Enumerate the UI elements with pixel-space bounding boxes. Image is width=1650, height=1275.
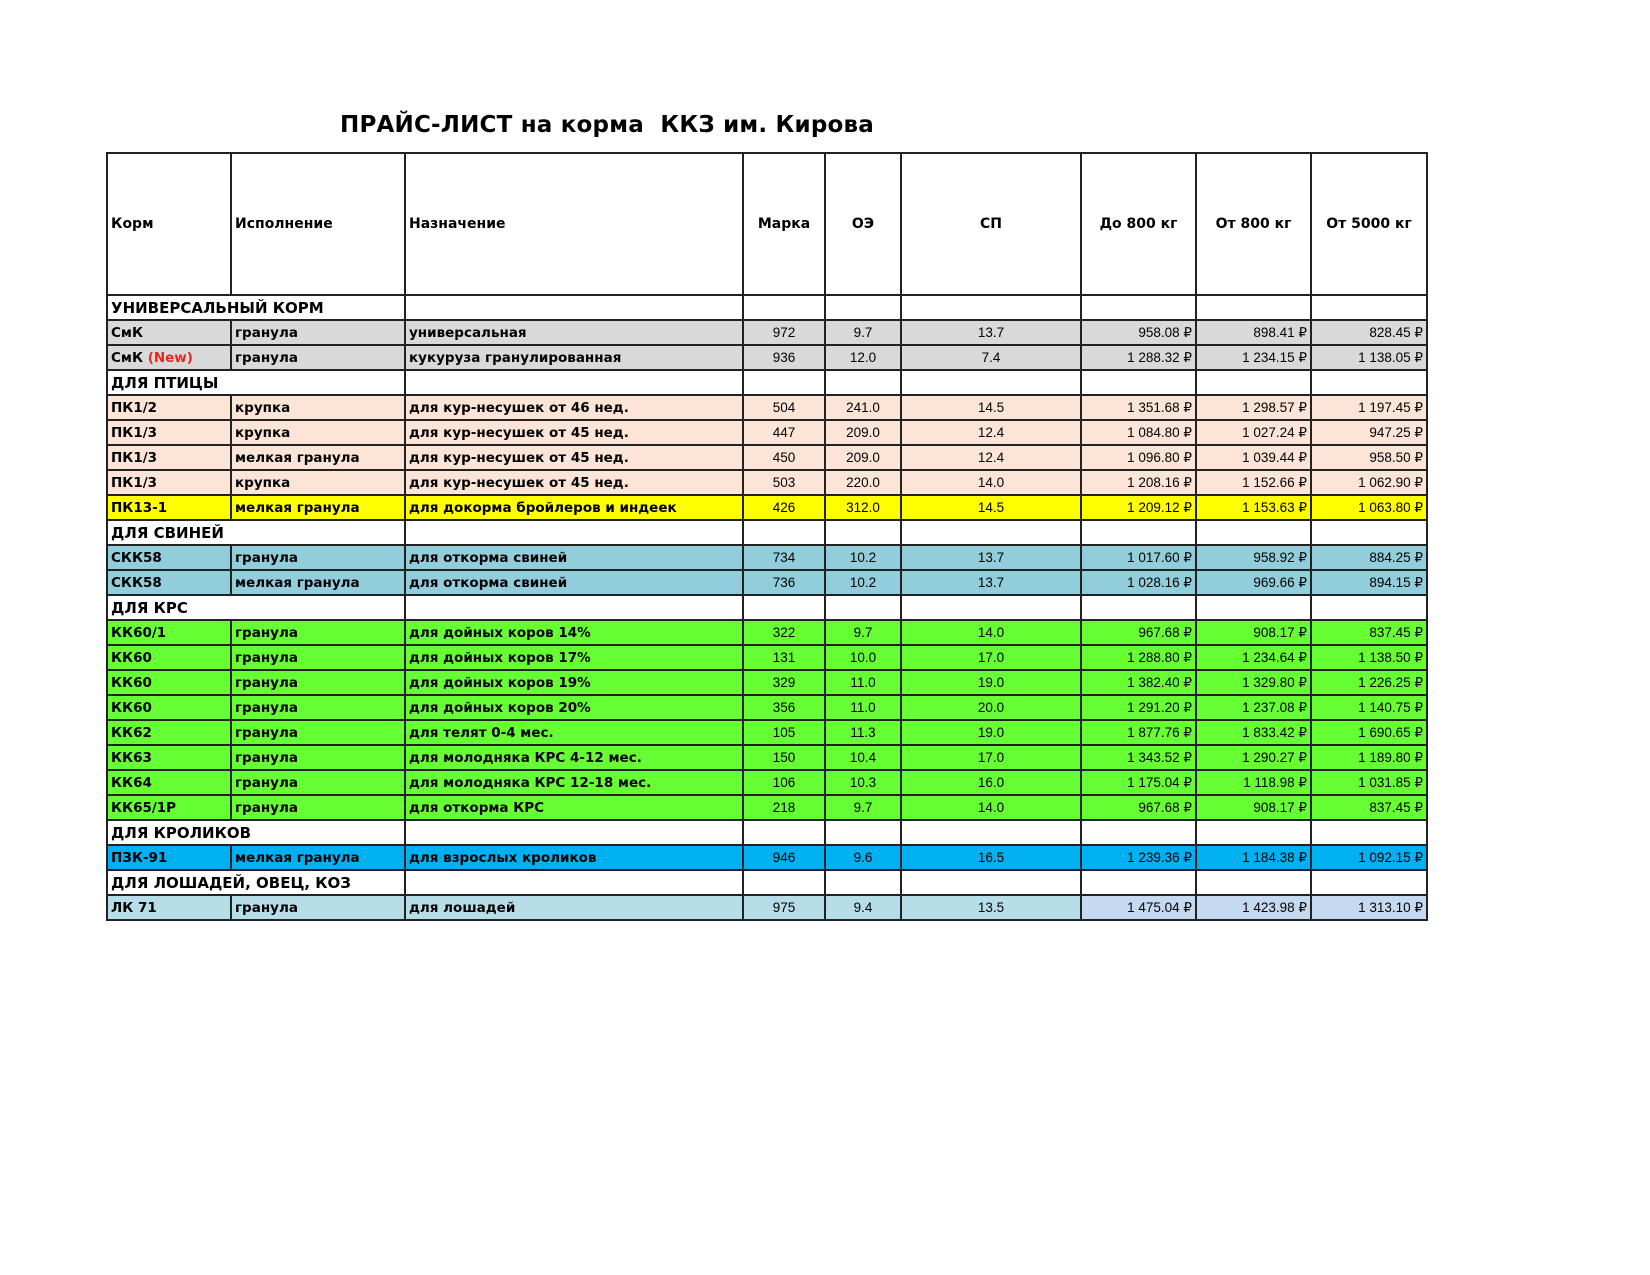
empty-cell [743,295,825,320]
execution-cell: мелкая гранула [231,445,405,470]
price-from-800-cell: 1 237.08 ₽ [1196,695,1311,720]
header-price-from-800: От 800 кг [1196,153,1311,295]
empty-cell [1081,520,1196,545]
price-under-800-cell: 1 208.16 ₽ [1081,470,1196,495]
sp-cell: 19.0 [901,720,1081,745]
sp-cell: 14.0 [901,795,1081,820]
feed-name-cell [107,545,231,570]
table-row [107,795,1427,820]
execution-cell: гранула [231,345,405,370]
price-from-5000-cell: 1 690.65 ₽ [1311,720,1427,745]
price-from-800-cell: 1 423.98 ₽ [1196,895,1311,920]
header-price-under-800: До 800 кг [1081,153,1196,295]
feed-name: КК60 [111,649,152,666]
sp-cell: 13.7 [901,320,1081,345]
empty-cell [1196,295,1311,320]
section-label: ДЛЯ ЛОШАДЕЙ, ОВЕЦ, КОЗ [107,870,405,895]
price-table [106,152,1428,921]
price-from-800-cell: 969.66 ₽ [1196,570,1311,595]
feed-name-cell [107,845,231,870]
empty-cell [825,820,901,845]
purpose-cell: универсальная [405,320,743,345]
empty-cell [1311,295,1427,320]
sp-cell: 7.4 [901,345,1081,370]
mark-cell: 972 [743,320,825,345]
price-from-800-cell: 1 234.64 ₽ [1196,645,1311,670]
header-oe: ОЭ [825,153,901,295]
oe-cell: 209.0 [825,445,901,470]
price-from-800-cell: 908.17 ₽ [1196,795,1311,820]
price-from-800-cell: 1 298.57 ₽ [1196,395,1311,420]
sp-cell: 14.0 [901,620,1081,645]
table-row [107,845,1427,870]
purpose-cell: для дойных коров 20% [405,695,743,720]
feed-name: ПК1/3 [111,449,158,466]
purpose-cell: кукуруза гранулированная [405,345,743,370]
section-row [107,870,1427,895]
empty-cell [825,370,901,395]
execution-cell: гранула [231,895,405,920]
mark-cell: 329 [743,670,825,695]
feed-name: КК62 [111,724,152,741]
empty-cell [405,370,743,395]
price-under-800-cell: 967.68 ₽ [1081,795,1196,820]
execution-cell: гранула [231,320,405,345]
price-under-800-cell: 1 475.04 ₽ [1081,895,1196,920]
mark-cell: 356 [743,695,825,720]
feed-name-cell [107,345,231,370]
header-sp: СП [901,153,1081,295]
sp-cell: 14.5 [901,395,1081,420]
mark-cell: 218 [743,795,825,820]
purpose-cell: для взрослых кроликов [405,845,743,870]
table-row [107,620,1427,645]
mark-cell: 736 [743,570,825,595]
execution-cell: гранула [231,745,405,770]
header-feed: Корм [107,153,231,295]
empty-cell [743,520,825,545]
section-label: УНИВЕРСАЛЬНЫЙ КОРМ [107,295,405,320]
empty-cell [405,870,743,895]
price-under-800-cell: 958.08 ₽ [1081,320,1196,345]
price-under-800-cell: 1 288.32 ₽ [1081,345,1196,370]
sp-cell: 20.0 [901,695,1081,720]
feed-name-cell [107,645,231,670]
price-under-800-cell: 1 877.76 ₽ [1081,720,1196,745]
table-row [107,570,1427,595]
mark-cell: 105 [743,720,825,745]
section-row [107,370,1427,395]
empty-cell [1081,870,1196,895]
oe-cell: 10.0 [825,645,901,670]
empty-cell [1311,370,1427,395]
price-from-800-cell: 1 184.38 ₽ [1196,845,1311,870]
price-from-800-cell: 1 234.15 ₽ [1196,345,1311,370]
empty-cell [1311,520,1427,545]
price-from-800-cell: 958.92 ₽ [1196,545,1311,570]
price-from-5000-cell: 1 138.50 ₽ [1311,645,1427,670]
empty-cell [1311,870,1427,895]
execution-cell: крупка [231,470,405,495]
empty-cell [1196,595,1311,620]
mark-cell: 936 [743,345,825,370]
empty-cell [825,595,901,620]
price-under-800-cell: 1 382.40 ₽ [1081,670,1196,695]
purpose-cell: для докорма бройлеров и индеек [405,495,743,520]
feed-name: ПК1/3 [111,474,158,491]
execution-cell: крупка [231,420,405,445]
table-row [107,395,1427,420]
feed-name-cell [107,570,231,595]
price-from-5000-cell: 1 140.75 ₽ [1311,695,1427,720]
feed-name-cell [107,420,231,445]
mark-cell: 946 [743,845,825,870]
price-under-800-cell: 1 096.80 ₽ [1081,445,1196,470]
feed-name-cell [107,470,231,495]
feed-name: СмК [111,324,143,341]
price-from-5000-cell: 1 092.15 ₽ [1311,845,1427,870]
price-from-800-cell: 908.17 ₽ [1196,620,1311,645]
oe-cell: 9.7 [825,795,901,820]
purpose-cell: для лошадей [405,895,743,920]
price-from-800-cell: 1 152.66 ₽ [1196,470,1311,495]
price-from-5000-cell: 837.45 ₽ [1311,795,1427,820]
price-under-800-cell: 1 084.80 ₽ [1081,420,1196,445]
price-under-800-cell: 1 288.80 ₽ [1081,645,1196,670]
header-row [107,153,1427,295]
sp-cell: 13.7 [901,545,1081,570]
price-under-800-cell: 1 351.68 ₽ [1081,395,1196,420]
mark-cell: 426 [743,495,825,520]
price-from-5000-cell: 1 197.45 ₽ [1311,395,1427,420]
mark-cell: 975 [743,895,825,920]
oe-cell: 10.2 [825,570,901,595]
purpose-cell: для откорма КРС [405,795,743,820]
oe-cell: 241.0 [825,395,901,420]
section-label: ДЛЯ ПТИЦЫ [107,370,405,395]
empty-cell [405,295,743,320]
price-from-5000-cell: 1 031.85 ₽ [1311,770,1427,795]
feed-name: КК60 [111,674,152,691]
price-from-5000-cell: 894.15 ₽ [1311,570,1427,595]
feed-name: СКК58 [111,574,162,591]
table-body [107,295,1427,920]
empty-cell [901,870,1081,895]
price-under-800-cell: 1 291.20 ₽ [1081,695,1196,720]
price-from-5000-cell: 828.45 ₽ [1311,320,1427,345]
table-row [107,645,1427,670]
table-row [107,695,1427,720]
price-from-800-cell: 1 153.63 ₽ [1196,495,1311,520]
header-execution: Исполнение [231,153,405,295]
price-from-800-cell: 1 329.80 ₽ [1196,670,1311,695]
execution-cell: гранула [231,545,405,570]
price-from-5000-cell: 884.25 ₽ [1311,545,1427,570]
section-row [107,520,1427,545]
purpose-cell: для кур-несушек от 46 нед. [405,395,743,420]
execution-cell: гранула [231,795,405,820]
price-from-5000-cell: 837.45 ₽ [1311,620,1427,645]
price-from-800-cell: 898.41 ₽ [1196,320,1311,345]
mark-cell: 503 [743,470,825,495]
purpose-cell: для кур-несушек от 45 нед. [405,470,743,495]
sp-cell: 12.4 [901,445,1081,470]
sp-cell: 13.5 [901,895,1081,920]
execution-cell: гранула [231,645,405,670]
oe-cell: 220.0 [825,470,901,495]
sp-cell: 16.5 [901,845,1081,870]
mark-cell: 450 [743,445,825,470]
price-from-5000-cell: 1 313.10 ₽ [1311,895,1427,920]
empty-cell [743,370,825,395]
purpose-cell: для молодняка КРС 12-18 мес. [405,770,743,795]
feed-name: КК65/1Р [111,799,177,816]
oe-cell: 209.0 [825,420,901,445]
oe-cell: 9.7 [825,320,901,345]
execution-cell: крупка [231,395,405,420]
execution-cell: гранула [231,770,405,795]
feed-name: КК60/1 [111,624,167,641]
oe-cell: 11.0 [825,695,901,720]
feed-name-cell [107,495,231,520]
table-row [107,670,1427,695]
oe-cell: 10.3 [825,770,901,795]
oe-cell: 10.4 [825,745,901,770]
feed-name-cell [107,620,231,645]
feed-name: СмК [111,349,143,366]
feed-name: КК60 [111,699,152,716]
price-from-5000-cell: 958.50 ₽ [1311,445,1427,470]
feed-name-cell [107,695,231,720]
section-label: ДЛЯ СВИНЕЙ [107,520,405,545]
oe-cell: 11.0 [825,670,901,695]
table-row [107,470,1427,495]
feed-name: ПК1/2 [111,399,158,416]
feed-name-cell [107,745,231,770]
table-row [107,445,1427,470]
execution-cell: гранула [231,670,405,695]
table-row [107,320,1427,345]
execution-cell: гранула [231,720,405,745]
sp-cell: 13.7 [901,570,1081,595]
empty-cell [743,820,825,845]
page-title: ПРАЙС-ЛИСТ на корма ККЗ им. Кирова [340,112,875,138]
feed-name: СКК58 [111,549,162,566]
table-row [107,345,1427,370]
header-purpose: Назначение [405,153,743,295]
mark-cell: 150 [743,745,825,770]
empty-cell [901,595,1081,620]
purpose-cell: для дойных коров 17% [405,645,743,670]
empty-cell [1081,595,1196,620]
section-row [107,820,1427,845]
price-under-800-cell: 967.68 ₽ [1081,620,1196,645]
purpose-cell: для молодняка КРС 4-12 мес. [405,745,743,770]
oe-cell: 9.4 [825,895,901,920]
oe-cell: 312.0 [825,495,901,520]
purpose-cell: для кур-несушек от 45 нед. [405,445,743,470]
empty-cell [1196,820,1311,845]
empty-cell [1081,820,1196,845]
section-label: ДЛЯ КРС [107,595,405,620]
sp-cell: 14.0 [901,470,1081,495]
price-under-800-cell: 1 209.12 ₽ [1081,495,1196,520]
feed-name-cell [107,770,231,795]
feed-name-cell [107,395,231,420]
table-row [107,495,1427,520]
price-under-800-cell: 1 028.16 ₽ [1081,570,1196,595]
mark-cell: 734 [743,545,825,570]
oe-cell: 10.2 [825,545,901,570]
mark-cell: 447 [743,420,825,445]
empty-cell [901,820,1081,845]
empty-cell [405,820,743,845]
oe-cell: 12.0 [825,345,901,370]
price-from-800-cell: 1 118.98 ₽ [1196,770,1311,795]
new-badge: (New) [147,349,193,366]
section-label: ДЛЯ КРОЛИКОВ [107,820,405,845]
table-row [107,895,1427,920]
price-under-800-cell: 1 017.60 ₽ [1081,545,1196,570]
feed-name-cell [107,670,231,695]
empty-cell [1196,870,1311,895]
price-from-5000-cell: 947.25 ₽ [1311,420,1427,445]
oe-cell: 9.6 [825,845,901,870]
table-row [107,720,1427,745]
feed-name-cell [107,895,231,920]
feed-name-cell [107,320,231,345]
price-from-800-cell: 1 290.27 ₽ [1196,745,1311,770]
empty-cell [1196,520,1311,545]
empty-cell [743,870,825,895]
section-row [107,295,1427,320]
sp-cell: 17.0 [901,745,1081,770]
price-under-800-cell: 1 239.36 ₽ [1081,845,1196,870]
oe-cell: 11.3 [825,720,901,745]
price-under-800-cell: 1 343.52 ₽ [1081,745,1196,770]
purpose-cell: для кур-несушек от 45 нед. [405,420,743,445]
execution-cell: мелкая гранула [231,845,405,870]
empty-cell [901,295,1081,320]
mark-cell: 131 [743,645,825,670]
price-from-800-cell: 1 027.24 ₽ [1196,420,1311,445]
empty-cell [1081,370,1196,395]
mark-cell: 322 [743,620,825,645]
price-from-800-cell: 1 833.42 ₽ [1196,720,1311,745]
feed-name-cell [107,720,231,745]
table-row [107,420,1427,445]
purpose-cell: для откорма свиней [405,570,743,595]
mark-cell: 106 [743,770,825,795]
execution-cell: мелкая гранула [231,495,405,520]
empty-cell [825,870,901,895]
feed-name: КК63 [111,749,152,766]
sp-cell: 17.0 [901,645,1081,670]
feed-name: ПК13-1 [111,499,168,516]
empty-cell [901,520,1081,545]
empty-cell [1311,595,1427,620]
feed-name: ПЗК-91 [111,849,168,866]
section-row [107,595,1427,620]
table-row [107,770,1427,795]
execution-cell: гранула [231,695,405,720]
mark-cell: 504 [743,395,825,420]
sp-cell: 16.0 [901,770,1081,795]
empty-cell [1311,820,1427,845]
empty-cell [1196,370,1311,395]
empty-cell [405,520,743,545]
table-row [107,745,1427,770]
price-from-5000-cell: 1 062.90 ₽ [1311,470,1427,495]
feed-name: ЛК 71 [111,899,157,916]
purpose-cell: для телят 0-4 мес. [405,720,743,745]
sp-cell: 19.0 [901,670,1081,695]
empty-cell [743,595,825,620]
sp-cell: 12.4 [901,420,1081,445]
price-from-5000-cell: 1 226.25 ₽ [1311,670,1427,695]
empty-cell [405,595,743,620]
price-from-5000-cell: 1 189.80 ₽ [1311,745,1427,770]
empty-cell [825,520,901,545]
purpose-cell: для дойных коров 14% [405,620,743,645]
empty-cell [901,370,1081,395]
header-mark: Марка [743,153,825,295]
purpose-cell: для дойных коров 19% [405,670,743,695]
feed-name: ПК1/3 [111,424,158,441]
feed-name: КК64 [111,774,152,791]
oe-cell: 9.7 [825,620,901,645]
price-under-800-cell: 1 175.04 ₽ [1081,770,1196,795]
feed-name-cell [107,795,231,820]
empty-cell [825,295,901,320]
purpose-cell: для откорма свиней [405,545,743,570]
price-from-5000-cell: 1 138.05 ₽ [1311,345,1427,370]
header-price-from-5000: От 5000 кг [1311,153,1427,295]
sp-cell: 14.5 [901,495,1081,520]
execution-cell: мелкая гранула [231,570,405,595]
price-from-5000-cell: 1 063.80 ₽ [1311,495,1427,520]
price-from-800-cell: 1 039.44 ₽ [1196,445,1311,470]
empty-cell [1081,295,1196,320]
execution-cell: гранула [231,620,405,645]
feed-name-cell [107,445,231,470]
table-row [107,545,1427,570]
